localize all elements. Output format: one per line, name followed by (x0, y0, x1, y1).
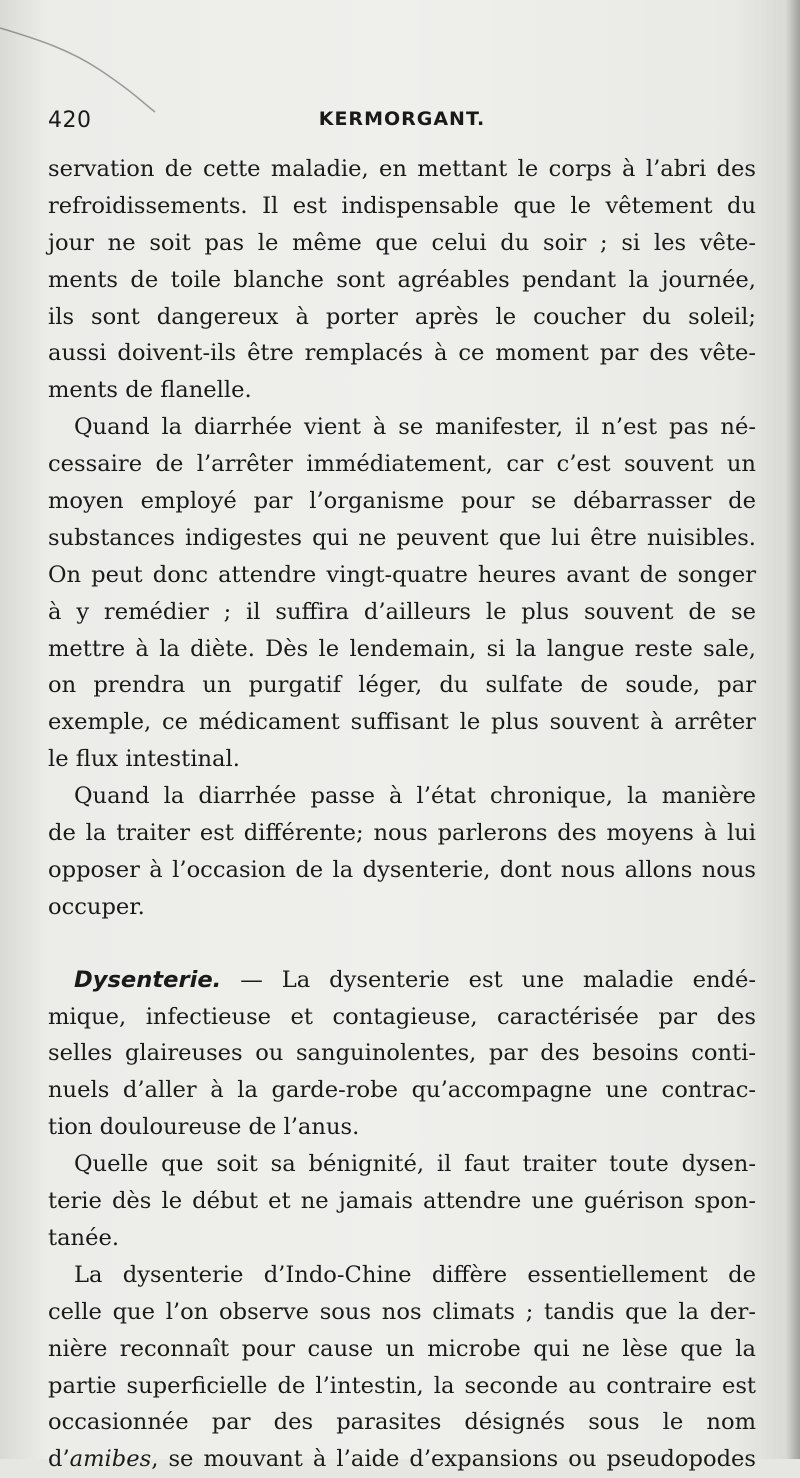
text-run: d’ (48, 1446, 70, 1473)
text-line: aussi doivent-ils être remplacés à ce moment par des vête- (48, 340, 756, 367)
page-header (48, 108, 756, 142)
text-line: mique, infectieuse et contagieuse, caractérisée par des (48, 1003, 756, 1030)
text-line: tion douloureuse de l’anus. (48, 1114, 360, 1141)
text-line: cessaire de l’arrêter immédiatement, car c’est souvent un (48, 451, 756, 478)
text-line: mettre à la diète. Dès le lendemain, si la langue reste sale, (48, 635, 756, 662)
paragraph (48, 1257, 756, 1478)
text-line: substances indigestes qui ne peuvent que lui être nuisibles. (48, 524, 756, 551)
text-line: partie superficielle de l’intestin, la seconde au contraire est (48, 1372, 756, 1399)
text-line: de la traiter est différente; nous parlerons des moyens à lui (48, 820, 756, 847)
page-crease-mark (0, 0, 160, 110)
page-edge-shadow (786, 0, 800, 1459)
text-run: — La dysenterie est une maladie endé- (221, 966, 756, 993)
italic-term: amibes (69, 1446, 152, 1473)
text-line: on prendra un purgatif léger, du sulfate de soude, par (48, 672, 756, 699)
text-line: nière reconnaît pour cause un microbe qui ne lèse que la (48, 1335, 756, 1362)
text-line: exemple, ce médicament suffisant le plus souvent à arrêter (48, 709, 756, 736)
running-head: KERMORGANT. (318, 108, 486, 130)
text-line: refroidissements. Il est indispensable que le vêtement du (48, 192, 756, 219)
page-number: 420 (48, 108, 92, 133)
section-heading: Dysenterie. (74, 966, 222, 993)
paragraph (48, 409, 756, 778)
paragraph (48, 1146, 756, 1257)
text-line (48, 1441, 756, 1478)
text-line: moyen employé par l’organisme pour se débarrasser de (48, 488, 756, 515)
text-line: ments de flanelle. (48, 377, 252, 404)
text-line (48, 962, 756, 999)
text-line: ils sont dangereux à porter après le coucher du soleil; (48, 303, 756, 330)
text-line: selles glaireuses ou sanguinolentes, par des besoins conti- (48, 1040, 756, 1067)
paragraph (48, 151, 756, 409)
text-line: celle que l’on observe sous nos climats ; tandis que la der- (48, 1298, 756, 1325)
text-line: à y remédier ; il suffira d’ailleurs le plus souvent de se (48, 598, 756, 625)
text-line: terie dès le début et ne jamais attendre une guérison spon- (48, 1188, 756, 1215)
text-line: le flux intestinal. (48, 746, 240, 773)
text-line: tanée. (48, 1224, 120, 1251)
text-line: occuper. (48, 893, 145, 920)
text-run: , se mouvant à l’aide d’expansions ou pseudopodes (151, 1446, 756, 1473)
text-line: Quand la diarrhée passe à l’état chronique, la manière (74, 783, 756, 810)
text-line: La dysenterie d’Indo-Chine diffère essentiellement de (74, 1261, 756, 1288)
body-text (48, 151, 756, 1478)
paragraph (48, 778, 756, 926)
text-line: nuels d’aller à la garde-robe qu’accompagne une contrac- (48, 1077, 756, 1104)
text-line: servation de cette maladie, en mettant le corps à l’abri des (48, 156, 756, 182)
text-line: Quand la diarrhée vient à se manifester, il n’est pas né- (74, 414, 756, 441)
text-line: On peut donc attendre vingt-quatre heures avant de songer (48, 561, 756, 588)
section-gap (48, 926, 756, 962)
paragraph (48, 962, 756, 1146)
text-line: jour ne soit pas le même que celui du soir ; si les vête- (48, 229, 756, 256)
text-line: ments de toile blanche sont agréables pendant la journée, (48, 266, 756, 293)
text-line: opposer à l’occasion de la dysenterie, dont nous allons nous (48, 856, 756, 883)
text-line: occasionnée par des parasites désignés sous le nom (48, 1409, 756, 1436)
text-line: Quelle que soit sa bénignité, il faut traiter toute dysen- (74, 1151, 756, 1178)
